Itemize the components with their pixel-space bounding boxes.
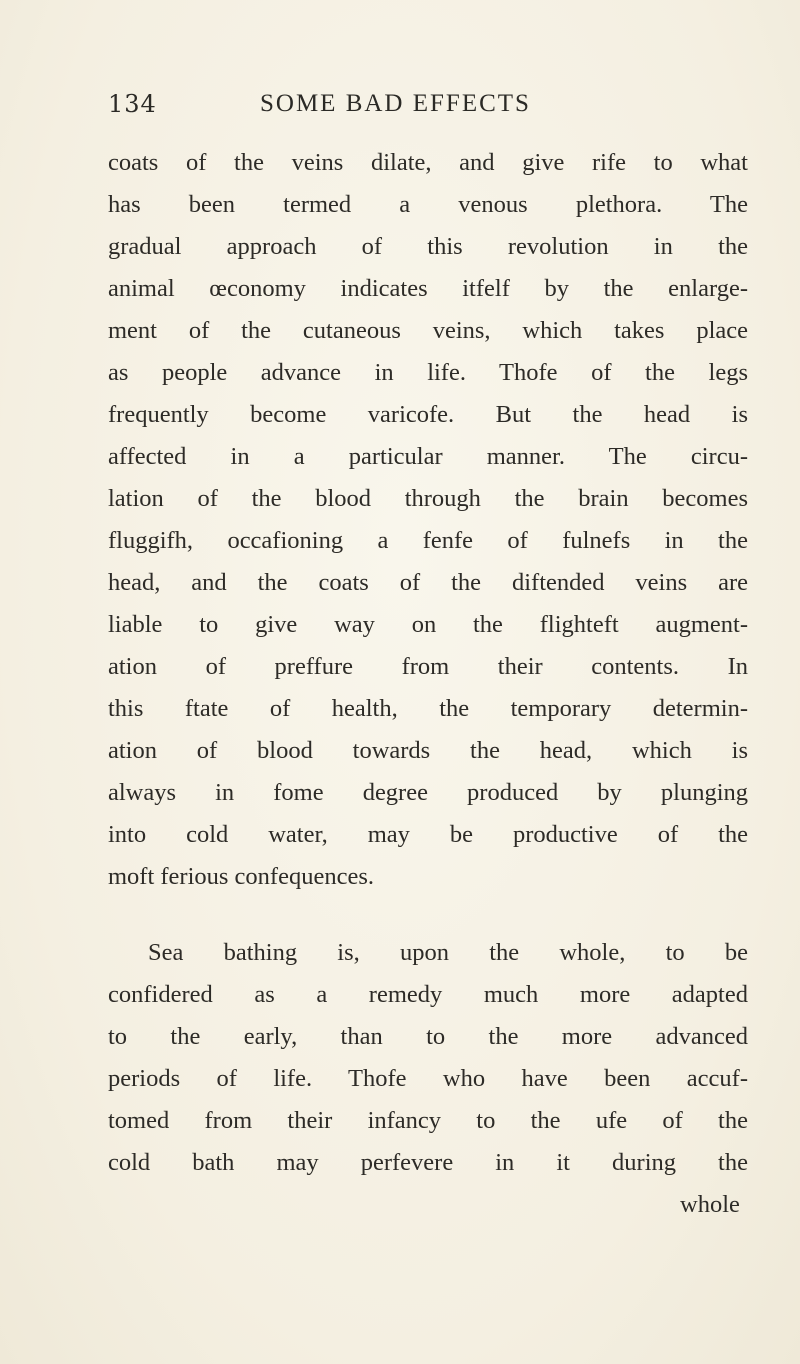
text-line: tomed from their infancy to the ufe of the <box>108 1107 748 1134</box>
text-line: confidered as a remedy much more adapted <box>108 981 748 1008</box>
text-line: lation of the blood through the brain becomes <box>108 485 748 512</box>
text-line: ation of preffure from their contents. In <box>108 653 748 680</box>
text-line: into cold water, may be productive of the <box>108 821 748 848</box>
text-line: as people advance in life. Thofe of the legs <box>108 359 748 386</box>
text-line: ation of blood towards the head, which is <box>108 737 748 764</box>
page-header <box>108 86 748 126</box>
text-line: has been termed a venous plethora. The <box>108 191 748 218</box>
text-line: liable to give way on the flighteft augment- <box>108 611 748 638</box>
text-line: ment of the cutaneous veins, which takes place <box>108 317 748 344</box>
text-line: fluggifh, occafioning a fenfe of fulnefs in the <box>108 527 748 554</box>
text-line: gradual approach of this revolution in the <box>108 233 748 260</box>
catchword: whole <box>680 1191 740 1218</box>
text-line: animal œconomy indicates itfelf by the enlarge- <box>108 275 748 302</box>
page-number: 134 <box>108 90 157 118</box>
text-line: affected in a particular manner. The circu- <box>108 443 748 470</box>
text-line: coats of the veins dilate, and give rife to what <box>108 149 748 176</box>
text-line: to the early, than to the more advanced <box>108 1023 748 1050</box>
running-head: SOME BAD EFFECTS <box>260 90 531 117</box>
text-line: this ftate of health, the temporary determin- <box>108 695 748 722</box>
text-line: Sea bathing is, upon the whole, to be <box>148 939 748 966</box>
text-line: head, and the coats of the diftended veins are <box>108 569 748 596</box>
text-line: moft ferious confequences. <box>108 863 374 890</box>
text-line: periods of life. Thofe who have been accuf- <box>108 1065 748 1092</box>
text-line: always in fome degree produced by plunging <box>108 779 748 806</box>
text-line: frequently become varicofe. But the head is <box>108 401 748 428</box>
text-line: cold bath may perfevere in it during the <box>108 1149 748 1176</box>
